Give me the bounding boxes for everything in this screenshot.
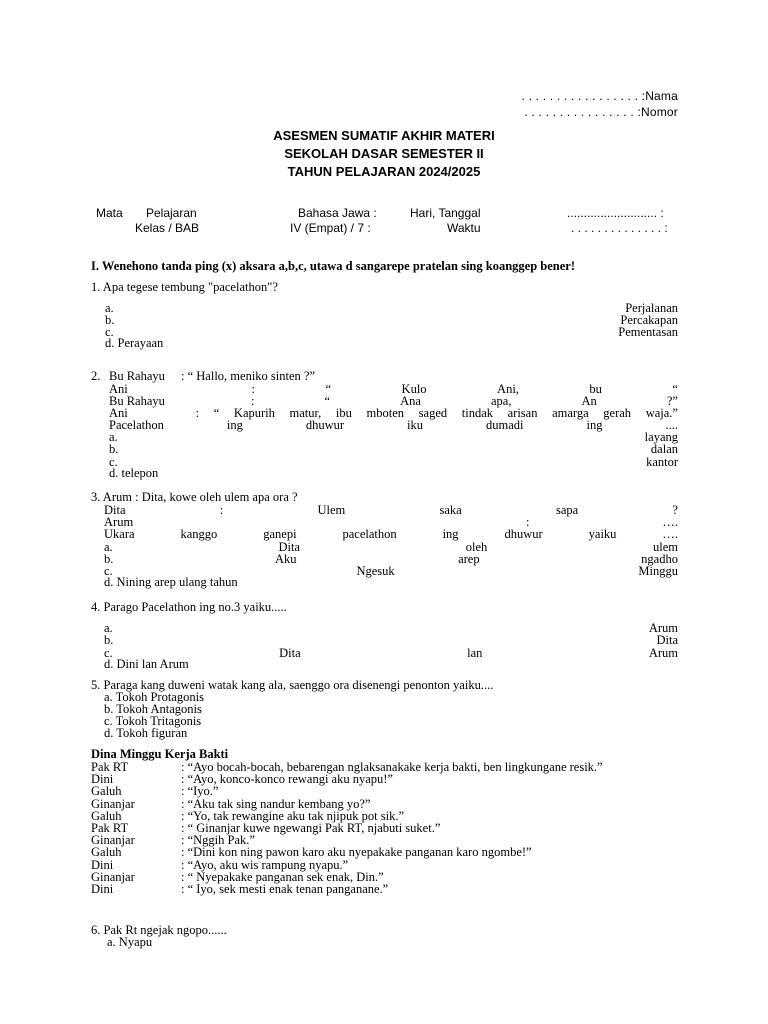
word: Ukara [104, 527, 135, 541]
word: : [219, 503, 224, 517]
word: saka [439, 503, 462, 517]
word: : [251, 394, 255, 408]
dialog-speaker: Dini [91, 772, 114, 787]
word: ing [586, 418, 603, 432]
option-text: Pementasan [618, 325, 678, 339]
dialog-title: Dina Minggu Kerja Bakti [91, 747, 229, 761]
q4-question: 4. Parago Pacelathon ing no.3 yaiku..... [91, 600, 287, 614]
word: Ulem [317, 503, 346, 517]
word: ulem [653, 540, 678, 554]
q2-option-c [109, 455, 678, 470]
option-label: c. [104, 646, 113, 660]
q5-option-a: a. Tokoh Protagonis [104, 690, 204, 704]
word: Arum [648, 621, 678, 635]
word: iku [407, 418, 424, 432]
word: Ana [400, 394, 421, 408]
word: Kulo [401, 382, 427, 396]
option-text: dalan [650, 442, 678, 456]
info-mapel-value: Bahasa Jawa : [298, 206, 377, 220]
word: ing [442, 527, 459, 541]
word: ? [672, 503, 678, 517]
word: gerah [603, 406, 632, 420]
info-waktu-dots: . . . . . . . . . . . . . . : [571, 221, 668, 235]
q5-question: 5. Paraga kang duweni watak kang ala, saenggo ora disenengi penonton yaiku.... [91, 678, 494, 692]
q4-option-d: d. Dini lan Arum [104, 657, 189, 671]
info-hari-dots: ........................... : [567, 206, 664, 220]
option-label: a. [105, 301, 114, 315]
title-line-3: TAHUN PELAJARAN 2024/2025 [287, 164, 481, 179]
word: ibu [335, 406, 352, 420]
word: apa, [491, 394, 512, 408]
nama-line: . . . . . . . . . . . . . . . . . :Nama [521, 89, 678, 103]
title-line-1: ASESMEN SUMATIF AKHIR MATERI [273, 128, 495, 143]
dialog-speaker: Dini [91, 857, 114, 872]
speaker: Arum [104, 515, 134, 529]
option-label: b. [105, 313, 115, 327]
nomor-line: . . . . . . . . . . . . . . . . :Nomor [524, 105, 678, 119]
q5-option-d: d. Tokoh figuran [104, 726, 188, 740]
q3-question: 3. Arum : Dita, kowe oleh ulem apa ora ? [91, 490, 298, 504]
dialog-text: : “Ayo bocah-bocah, bebarengan nglaksanakake kerja bakti, ben lingkungane resik.” [181, 760, 603, 774]
info-waktu-label: Waktu [447, 221, 481, 235]
word: tindak [461, 406, 493, 420]
q1-question: 1. Apa tegese tembung "pacelathon"? [91, 280, 278, 294]
dialog-speaker: Galuh [91, 784, 122, 799]
dialog-text: : “Aku tak sing nandur kembang yo?” [181, 796, 371, 811]
dialog-text: : “Iyo.” [181, 784, 219, 799]
word: Ani, [497, 382, 519, 396]
dialog-speaker: Galuh [91, 808, 122, 823]
word: …. [662, 515, 678, 529]
word: mboten [366, 406, 405, 420]
word: “ [672, 382, 678, 396]
dialog-text: : “Ayo, konco-konco rewangi aku nyapu!” [181, 772, 393, 787]
word: saged [418, 406, 448, 420]
q2-num: 2. [91, 369, 101, 383]
q2-line-1: : “ Hallo, meniko sinten ?” [181, 369, 315, 383]
word: “ [325, 382, 332, 396]
dialog-speaker: Ginanjar [91, 796, 135, 811]
word: Ngesuk [356, 564, 395, 578]
dialog-speaker: Pak RT [91, 821, 129, 835]
word: oleh [465, 540, 488, 554]
word: Aku [274, 552, 297, 566]
word: .... [665, 418, 678, 432]
option-text: layang [644, 430, 678, 444]
dialog-text: : “Dini kon ning pawon karo aku nyepakake panganan karo ngombe!” [181, 845, 532, 860]
word: Dita [656, 633, 678, 647]
info-pelajaran: Pelajaran [146, 206, 197, 220]
dialog-text: : “ Ginanjar kuwe ngewangi Pak RT, njabuti suket.” [181, 821, 441, 835]
option-label: c. [104, 564, 113, 578]
speaker: Ani [109, 382, 128, 396]
dialog-speaker: Pak RT [91, 760, 129, 774]
word: Dita [278, 540, 300, 554]
info-kelas-value: IV (Empat) / 7 : [290, 221, 371, 235]
q1-option-d: d. Perayaan [105, 336, 164, 350]
word: Minggu [638, 564, 678, 578]
option-label: b. [104, 633, 114, 647]
title-line-2: SEKOLAH DASAR SEMESTER II [284, 146, 484, 161]
q2-speaker: Bu Rahayu [109, 369, 165, 383]
option-label: a. [109, 430, 118, 444]
word: arep [458, 552, 480, 566]
speaker: Bu Rahayu [109, 394, 165, 408]
dialog-speaker: Ginanjar [91, 869, 135, 884]
section-instruction: I. Wenehono tanda ping (x) aksara a,b,c, utawa d sangarepe pratelan sing koanggep bener! [91, 259, 575, 273]
option-text: Percakapan [620, 313, 678, 327]
dialog-text: : “ Nyepakake panganan sek enak, Din.” [181, 869, 384, 884]
word: An [581, 394, 597, 408]
word: yaiku [588, 527, 617, 541]
q6-option-a: a. Nyapu [107, 935, 153, 949]
q4-option-c [104, 646, 678, 661]
word: waja.” [645, 406, 678, 420]
word: lan [467, 646, 483, 660]
dialog-text: : “Yo, tak rewangine aku tak njipuk pot sik.” [181, 808, 404, 823]
q3-option-d: d. Nining arep ulang tahun [104, 575, 238, 589]
option-text: kantor [646, 455, 678, 469]
word: kanggo [180, 527, 218, 541]
q5-option-b: b. Tokoh Antagonis [104, 702, 202, 716]
speaker: Dita [104, 503, 126, 517]
word: ?” [666, 394, 678, 408]
word: Dita [279, 646, 301, 660]
speaker: Ani [109, 406, 128, 420]
option-label: b. [104, 552, 114, 566]
word: ngadho [641, 552, 678, 566]
word: ganepi [263, 527, 297, 541]
word: Pacelathon [109, 418, 164, 432]
word: dumadi [486, 418, 524, 432]
word: : [251, 382, 255, 396]
word: sapa [555, 503, 579, 517]
q5-option-c: c. Tokoh Tritagonis [104, 714, 202, 728]
option-label: a. [104, 621, 113, 635]
word: : [526, 515, 530, 529]
word: ing [226, 418, 243, 432]
word: “ [213, 406, 220, 420]
dialog-speaker: Dini [91, 882, 114, 896]
word: dhuwur [305, 418, 345, 432]
dialog-text: : “Nggih Pak.” [181, 833, 255, 848]
info-mata: Mata [96, 206, 123, 220]
word: dhuwur [504, 527, 543, 541]
word: : [195, 406, 200, 420]
option-text: Perjalanan [625, 301, 678, 315]
word: arisan [507, 406, 538, 420]
word: “ [324, 394, 331, 408]
q6-question: 6. Pak Rt ngejak ngopo...... [91, 923, 227, 937]
dialog-text: : “Ayo, aku wis rampung nyapu.” [181, 857, 349, 872]
word: Arum [648, 646, 678, 660]
word: pacelathon [342, 527, 397, 541]
word: bu [589, 382, 602, 396]
word: Kapurih [233, 406, 275, 420]
dialog-text: : “ Iyo, sek mesti enak tenan panganane.” [181, 882, 389, 896]
q1-option-c [105, 325, 678, 340]
q2-option-d: d. telepon [109, 466, 159, 480]
word: amarga [552, 406, 589, 420]
option-label: c. [105, 325, 114, 339]
dialog-speaker: Ginanjar [91, 833, 135, 848]
word: matur, [289, 406, 322, 420]
dialog-speaker: Galuh [91, 845, 122, 860]
option-label: b. [109, 442, 119, 456]
info-hari-label: Hari, Tanggal [410, 206, 481, 220]
info-kelas-label: Kelas / BAB [135, 221, 200, 235]
option-label: a. [104, 540, 113, 554]
word: …. [662, 527, 678, 541]
option-label: c. [109, 455, 118, 469]
